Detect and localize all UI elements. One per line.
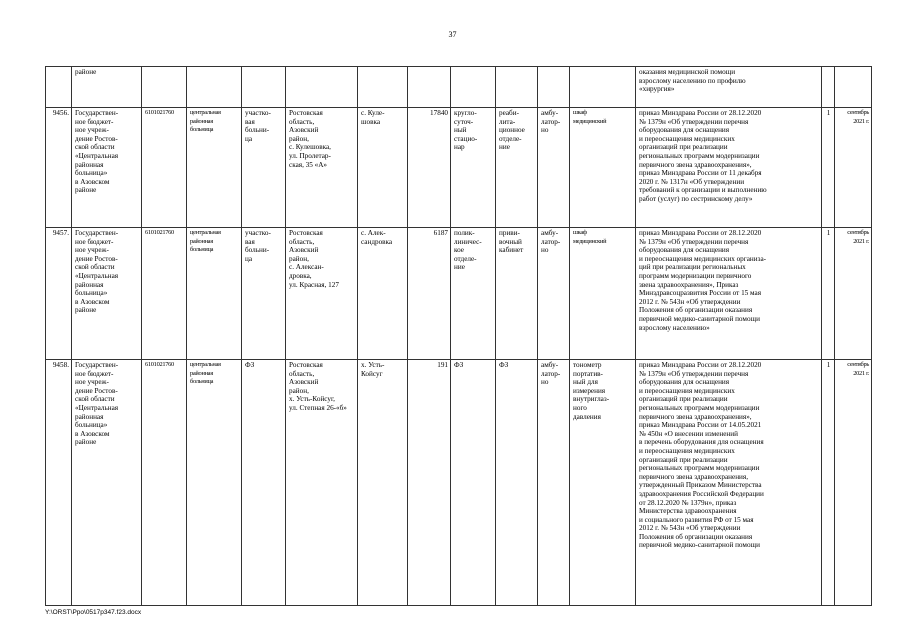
cell-org: Государствен- ное бюджет- ное учреж- дение Ростов- ской области «Центральная районная больница» в Азовском районе xyxy=(72,108,142,228)
cell-quantity: 1 xyxy=(822,360,835,606)
page-number: 37 xyxy=(448,30,457,39)
cell-basis: приказ Минздрава России от 28.12.2020 № 1379н «Об утверждении перечня оборудования для оснащения и переоснащения медицинских организаций при реализации региональных программ модернизации первичного звена здравоохранения», приказ Минздрава России от 14.05.2021 № 450н «О внесении изменений в перечень оборудования для оснащения и переоснащения медицинских организаций при реализации региональных программ модернизации первичного звена здравоохранения, утвержденный Приказом Министерства здравоохранения Российской Федерации от 28.12.2020 № 1379н», приказ Министерства здравоохранения и социального развития РФ от 15 мая 2012 г. № 543н «Об утверждении Положения об организации оказания первичной медико-санитарной помощи xyxy=(636,360,822,606)
cell-unit: участко- вая больни- ца xyxy=(242,228,286,360)
cell-short-name: центральная районная больница xyxy=(187,360,242,606)
cell-address: Ростовская область, Азовский район, с. Алексан- дровка, ул. Красная, 127 xyxy=(286,228,358,360)
file-path-footer: Y:\ORST\Ppo\0517p347.f23.docx xyxy=(45,609,142,616)
cell-department: полик- линичес- кое отделе- ние xyxy=(451,228,496,360)
cell-short-name: центральная районная больница xyxy=(187,228,242,360)
table-row xyxy=(46,360,872,606)
cell-quantity: 1 xyxy=(822,108,835,228)
table-row xyxy=(46,228,872,360)
cell-subdepartment: приви- вочный кабинет xyxy=(496,228,538,360)
cell-short-name: центральная районная больница xyxy=(187,108,242,228)
cell-population: 6187 xyxy=(408,228,451,360)
cell-department: ФЗ xyxy=(451,360,496,606)
cell-org: Государствен- ное бюджет- ное учреж- дение Ростов- ской области «Центральная районная больница» в Азовском районе xyxy=(72,228,142,360)
cell-subdepartment: ФЗ xyxy=(496,360,538,606)
cell-equipment: шкаф медицинский xyxy=(570,228,636,360)
cell-basis: приказ Минздрава России от 28.12.2020 № 1379н «Об утверждении перечня оборудования для оснащения и переоснащения медицинских организаций при реализации региональных программ модернизации первичного звена здравоохранения», приказ Минздрава России от 11 декабря 2020 г. № 1317н «Об утверждении требований к организации и выполнению работ (услуг) по сестринскому делу» xyxy=(636,108,822,228)
cell-population: 17840 xyxy=(408,108,451,228)
cell-inn: 6101021760 xyxy=(142,108,187,228)
cell-care-type: амбу- латор- но xyxy=(538,360,570,606)
cell-locality: с. Куле- шовка xyxy=(358,108,408,228)
cell-number: 9457. xyxy=(46,228,72,360)
cell-care-type: амбу- латор- но xyxy=(538,228,570,360)
table-row xyxy=(46,108,872,228)
cell-equipment: тонометр портатив- ный для измерения внутриглаз- ного давления xyxy=(570,360,636,606)
cell-basis: оказания медицинской помощи взрослому населению по профилю «хирургия» xyxy=(636,67,822,108)
continuation-row xyxy=(46,67,872,108)
cell-inn: 6101021760 xyxy=(142,360,187,606)
cell-inn: 6101021760 xyxy=(142,228,187,360)
cell-subdepartment: реаби- лита- ционное отделе- ние xyxy=(496,108,538,228)
cell-number: 9458. xyxy=(46,360,72,606)
cell-date: сентябрь 2021 г. xyxy=(835,108,872,228)
cell-locality: х. Усть- Койсуг xyxy=(358,360,408,606)
cell-date: сентябрь 2021 г. xyxy=(835,228,872,360)
cell-unit: ФЗ xyxy=(242,360,286,606)
cell-quantity: 1 xyxy=(822,228,835,360)
cell-org: Государствен- ное бюджет- ное учреж- дение Ростов- ской области «Центральная районная больница» в Азовском районе xyxy=(72,360,142,606)
cell-date: сентябрь 2021 г. xyxy=(835,360,872,606)
cell-basis: приказ Минздрава России от 28.12.2020 № 1379н «Об утверждении перечня оборудования для оснащения и переоснащения медицинских организа- ций при реализации региональных программ модернизации первичного звена здравоохранения», Приказ Минздравсоцразвития России от 15 мая 2012 г. № 543н «Об утверждении Положения об организации оказания первичной медико-санитарной помощи взрослому населению» xyxy=(636,228,822,360)
cell-department: кругло- суточ- ный стацио- нар xyxy=(451,108,496,228)
cell-locality: с. Алек- сандровка xyxy=(358,228,408,360)
cell-address: Ростовская область, Азовский район, х. Усть-Койсуг, ул. Степная 26-«б» xyxy=(286,360,358,606)
register-table xyxy=(45,66,872,606)
cell-equipment: шкаф медицинский xyxy=(570,108,636,228)
cell-unit: участко- вая больни- ца xyxy=(242,108,286,228)
cell-org: районе xyxy=(72,67,142,108)
cell-number: 9456. xyxy=(46,108,72,228)
cell-care-type: амбу- латор- но xyxy=(538,108,570,228)
cell-address: Ростовская область, Азовский район, с. Кулешовка, ул. Пролетар- ская, 35 «А» xyxy=(286,108,358,228)
cell-population: 191 xyxy=(408,360,451,606)
